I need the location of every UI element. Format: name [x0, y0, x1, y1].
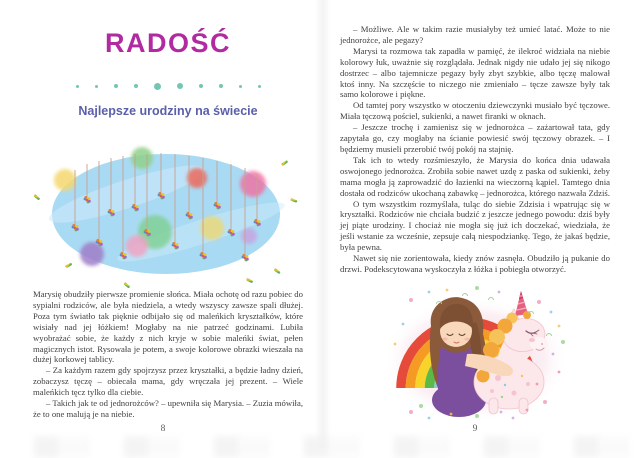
unicorn-nostril [541, 343, 543, 345]
story-paragraph: – Jeszcze trochę i zamienisz się w jednorożca – zażartował tata, gdy zapytała go, czy mogłaby na ścianie powiesić swój tęczowy obrazek. – I będziemy musieli przerobić twój pokój na stajnię. [340, 122, 610, 154]
unicorn-leg-back [519, 398, 528, 414]
book-spine-shadow [315, 0, 331, 448]
divider-dot [114, 84, 118, 88]
story-paragraph: – Takich jak te od jednorożców? – upewniła się Marysia. – Zuzia mówiła, że to one malują je na niebie. [33, 398, 303, 419]
story-paragraph: Tak ich to wtedy rozśmieszyło, że Marysia do końca dnia udawała oswojonego jednorożca. Zrobiła sobie nawet uzdę z paska od sukienki, żeby mama mogła ją zaprowadzić do łazienki na wieczorną kąpiel. Tamtego dnia dostała od rodziców ukochaną zabawkę – jednorożca, którego nazwała Zdziś. [340, 154, 610, 198]
page-right [318, 0, 635, 458]
story-paragraph: Marysi ta rozmowa tak zapadła w pamięć, że ilekroć widziała na niebie kolorowy łuk, uważnie się rozglądała. Jednak nigdy nie udało jej się nikogo dostrzec – albo tajemnicze pegazy były zbyt szybkie, albo tęczę malował ktoś inny. Na szczęście to niczego nie zmieniało – tęcze zawsze były tak samo kolorowe i piękne. [340, 45, 610, 100]
story-paragraph: – Możliwe. Ale w takim razie musiałyby też umieć latać. Może to nie jednorożce, ale pegazy? [340, 24, 610, 45]
dots-divider [33, 82, 303, 90]
story-paragraph: Od tamtej pory wszystko w otoczeniu dziewczynki musiało być tęczowe. Miała tęczową pościel, sukienki, a nawet firanki w oknach. [340, 100, 610, 122]
story-text-left [33, 289, 303, 420]
divider-dot [134, 84, 138, 88]
chapter-title: RADOŚĆ [104, 28, 231, 58]
page-number: 9 [472, 424, 478, 434]
story-paragraph: – Za każdym razem gdy spojrzysz przez kryształki, a będzie ładny dzień, zobaczysz tęczę – obiecała mama, gdy wręczała jej prezent. – Wiele maleńkich tęcz tylko dla ciebie. [33, 365, 303, 398]
unicorn-leg-front [489, 398, 498, 414]
divider-dot [258, 85, 261, 88]
girl-hand [503, 366, 513, 376]
cloud-crystals-illustration [29, 136, 307, 288]
girl-unicorn-rainbow-illustration [381, 284, 571, 424]
story-title: Najlepsze urodziny na świecie [78, 104, 258, 118]
story-paragraph: Marysię obudziły pierwsze promienie słońca. Miała ochotę od razu pobiec do sypialni rodziców, ale była niedziela, a wtedy wszyscy zawsze spali dłużej. Poza tym światło tak pięknie odbijało się od maleńkich kryształków, które wisiały nad jej łóżkiem! Mogłaby na nie patrzeć godzinami. Lubiła wyobrażać sobie, że każdy z nich kryje w sobie maleńki świat, pełen magicznych istot. Rysowała je potem, a swoje kolorowe obrazki wieszała na dużej korkowej tablicy. [33, 289, 303, 365]
divider-dot [219, 84, 223, 88]
divider-dot [239, 85, 242, 88]
divider-dot [76, 85, 79, 88]
story-paragraph: O tym wszystkim rozmyślała, tuląc do siebie Zdzisia i wpatrując się w kryształki. Rodziców nie chciała budzić z jeszcze jednego powodu: dziś były jej piąte urodziny. I chociaż nie mogła się już ich doczekać, wiedziała, że jeśli wstanie za wcześnie, zepsuje całą niespodziankę. Tego, że jakaś będzie, była pewna. [340, 198, 610, 253]
girl-blush-right [464, 337, 469, 340]
divider-dot [177, 83, 183, 89]
page-number: 8 [160, 424, 166, 434]
girl-blush-left [442, 337, 447, 340]
story-text-right [340, 24, 610, 275]
page-stack-edges [0, 436, 635, 458]
divider-dot [154, 83, 161, 90]
divider-dot [199, 84, 203, 88]
story-paragraph: Nawet się nie zorientowała, kiedy znów zasnęła. Obudziło ją pukanie do drzwi. Podekscytowana wyskoczyła z łóżka i pobiegła otworzyć. [340, 253, 610, 274]
divider-dot [95, 85, 98, 88]
unicorn-cheek [529, 338, 535, 342]
